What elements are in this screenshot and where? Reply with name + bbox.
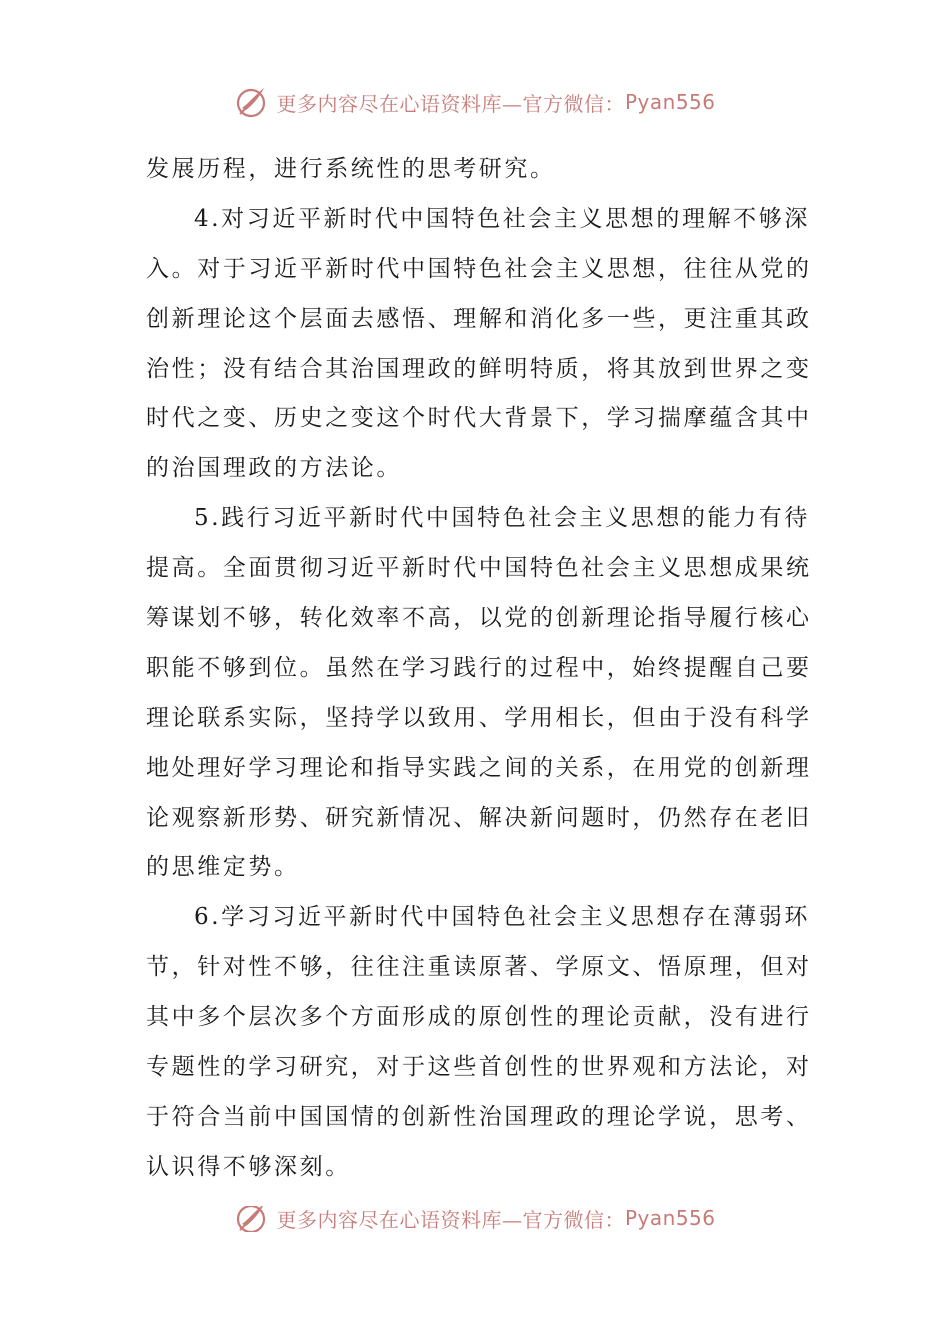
text-line: 的思维定势。	[146, 854, 300, 881]
watermark-text: 更多内容尽在心语资料库—官方微信：	[276, 91, 625, 116]
text-line: 于符合当前中国国情的创新性治国理政的理论学说，思考、	[146, 1103, 812, 1130]
text-line: 入。对于习近平新时代中国特色社会主义思想，往往从党的	[146, 255, 812, 282]
paragraph	[146, 195, 812, 494]
paragraph	[146, 145, 806, 195]
text-line: 6.学习习近平新时代中国特色社会主义思想存在薄弱环	[194, 904, 810, 931]
text-line: 理论联系实际，坚持学以致用、学用相长，但由于没有科学	[146, 704, 812, 731]
text-line: 论观察新形势、研究新情况、解决新问题时，仍然存在老旧	[146, 804, 812, 831]
text-line: 5.践行习近平新时代中国特色社会主义思想的能力有待	[194, 505, 810, 532]
text-line: 治性；没有结合其治国理政的鲜明特质，将其放到世界之变	[146, 355, 812, 382]
watermark-wechat-id: Pyan556	[624, 90, 716, 114]
text-line: 节，针对性不够，往往注重读原著、学原文、悟原理，但对	[146, 954, 812, 981]
text-line: 时代之变、历史之变这个时代大背景下，学习揣摩蕴含其中	[146, 405, 812, 432]
text-line: 创新理论这个层面去感悟、理解和消化多一些，更注重其政	[146, 305, 812, 332]
text-line: 发展历程，进行系统性的思考研究。	[146, 156, 556, 182]
text-line: 提高。全面贯彻习近平新时代中国特色社会主义思想成果统	[146, 555, 812, 582]
text-line: 职能不够到位。虽然在学习践行的过程中，始终提醒自己要	[146, 654, 812, 681]
text-line: 专题性的学习研究，对于这些首创性的世界观和方法论，对	[146, 1054, 812, 1081]
text-line: 筹谋划不够，转化效率不高，以党的创新理论指导履行核心	[146, 605, 812, 632]
paragraph	[146, 494, 812, 893]
text-line: 认识得不够深刻。	[146, 1153, 351, 1180]
quill-logo-icon	[234, 84, 270, 120]
quill-logo-icon	[234, 1206, 270, 1232]
paragraph	[146, 893, 812, 1192]
watermark-wechat-id: Pyan556	[624, 1206, 716, 1230]
text-line: 4.对习近平新时代中国特色社会主义思想的理解不够深	[194, 205, 810, 232]
watermark-text: 更多内容尽在心语资料库—官方微信：	[276, 1207, 625, 1232]
footer-watermark	[0, 1206, 950, 1232]
text-line: 其中多个层次多个方面形成的原创性的理论贡献，没有进行	[146, 1004, 812, 1031]
header-watermark	[0, 84, 950, 120]
text-line: 的治国理政的方法论。	[146, 455, 402, 482]
footer-watermark-inner	[234, 1206, 715, 1232]
text-line: 地处理好学习理论和指导实践之间的关系，在用党的创新理	[146, 754, 812, 781]
document-body	[146, 145, 812, 1193]
